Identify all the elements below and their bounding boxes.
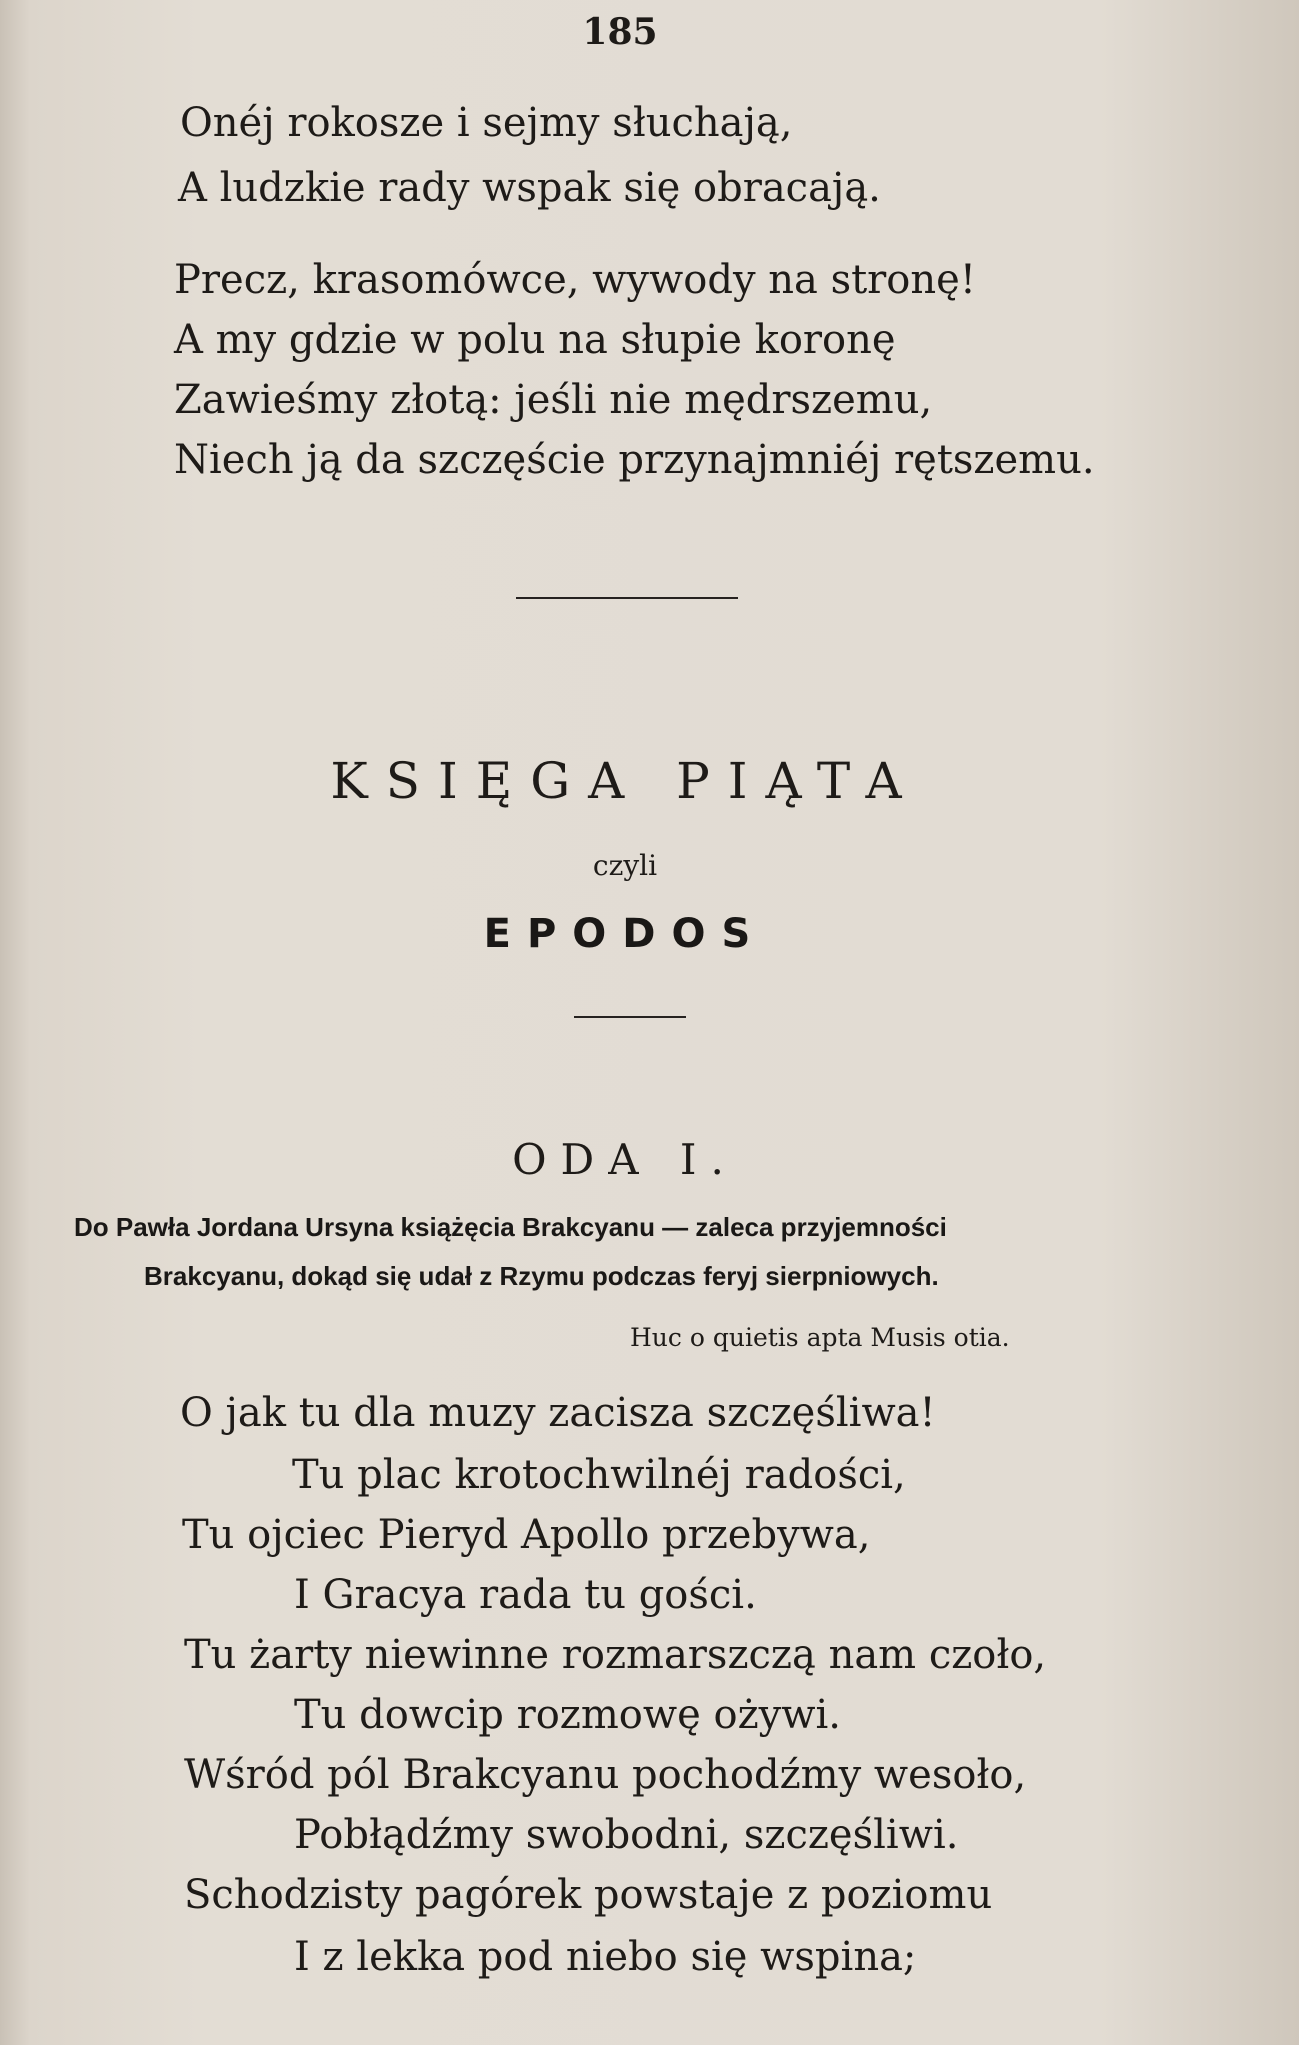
verse-line: Wśród pól Brakcyanu pochodźmy wesoło, [184, 1752, 1027, 1798]
page-number: 185 [582, 11, 658, 53]
book-title-connector: czyli [592, 849, 658, 882]
ode-dedication-line: Brakcyanu, dokąd się udał z Rzymu podczas feryj sierpniowych. [144, 1261, 939, 1291]
verse-line: Tu ojciec Pieryd Apollo przebywa, [182, 1512, 871, 1558]
short-divider [574, 1016, 686, 1018]
section-divider [516, 597, 738, 599]
verse-line: Tu żarty niewinne rozmarszczą nam czoło, [184, 1632, 1047, 1678]
verse-line: A my gdzie w polu na słupie koronę [174, 317, 896, 363]
verse-line: Pobłądźmy swobodni, szczęśliwi. [294, 1812, 959, 1858]
verse-line: I z lekka pod niebo się wspina; [294, 1934, 917, 1980]
verse-line: A ludzkie rady wspak się obracają. [178, 165, 881, 211]
verse-line: Niech ją da szczęście przynajmniéj rętszemu. [174, 437, 1095, 483]
verse-line: Onéj rokosze i sejmy słuchają, [180, 100, 793, 146]
verse-line: Zawieśmy złotą: jeśli nie mędrszemu, [174, 377, 933, 423]
verse-line: I Gracya rada tu gości. [294, 1572, 757, 1618]
ode-heading: ODA I. [512, 1135, 738, 1184]
verse-line: Tu dowcip rozmowę ożywi. [294, 1692, 842, 1738]
book-subtitle: EPODOS [483, 911, 767, 957]
verse-line: Tu plac krotochwilnéj radości, [292, 1452, 906, 1498]
verse-line: Schodzisty pagórek powstaje z poziomu [184, 1872, 993, 1918]
ode-dedication-line: Do Pawła Jordana Ursyna książęcia Brakcyanu — zaleca przyjemności [74, 1212, 947, 1242]
book-title: KSIĘGA PIĄTA [330, 752, 920, 810]
ode-epigraph: Huc o quietis apta Musis otia. [630, 1323, 1010, 1352]
verse-line: O jak tu dla muzy zacisza szczęśliwa! [180, 1390, 936, 1436]
verse-line: Precz, krasomówce, wywody na stronę! [174, 257, 976, 303]
